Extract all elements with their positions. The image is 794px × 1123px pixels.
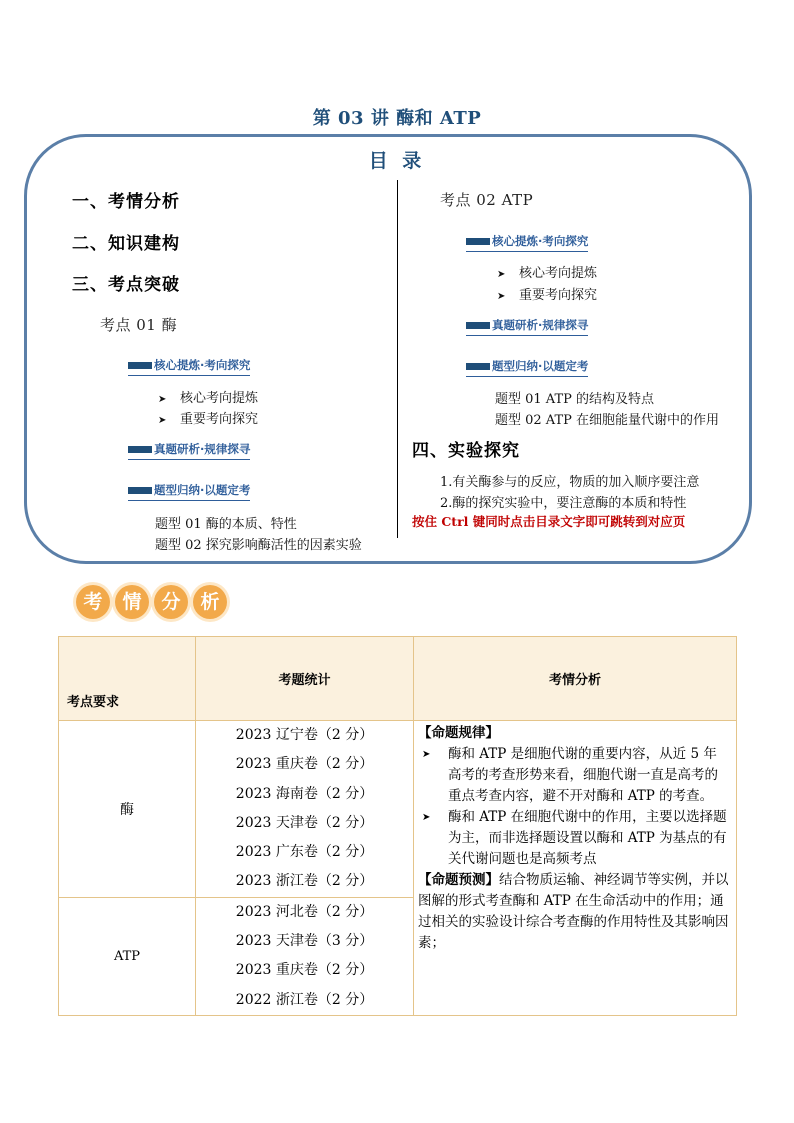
document-title: 第 03 讲 酶和 ATP <box>312 108 482 129</box>
predict-title: 【命题预测】 <box>418 872 499 888</box>
stat-line: 2023 河北卷（2 分） <box>235 903 374 920</box>
tag-bar-icon <box>466 238 490 245</box>
stat-line: 2023 广东卷（2 分） <box>235 844 374 861</box>
header-analysis: 考情分析 <box>414 637 737 721</box>
stat-line: 2023 浙江卷（2 分） <box>235 873 374 890</box>
arrow-bullet-icon: ➤ <box>497 291 506 302</box>
toc-kd1-question[interactable]: 题型 02 探究影响酶活性的因素实验 <box>155 538 362 553</box>
toc-kd1-tag-types[interactable]: 题型归纳·以题定考 <box>128 482 250 498</box>
toc-kd2-tag-core[interactable]: 核心提炼·考向探究 <box>466 233 588 249</box>
stat-line: 2023 海南卷（2 分） <box>235 785 374 802</box>
point-cell: 酶 <box>59 721 196 898</box>
toc-navigation-hint: 按住 Ctrl 键同时点击目录文字即可跳转到对应页 <box>412 514 686 529</box>
arrow-bullet-icon: ➤ <box>497 269 506 280</box>
toc-kd1-title[interactable]: 考点 01 酶 <box>100 316 178 334</box>
arrow-bullet-icon: ➤ <box>422 749 431 760</box>
law-point: ➤ 酶和 ATP 是细胞代谢的重要内容，从近 5 年高考的考查形势来看，细胞代谢一直是高考的重点考查内容，避不开对酶和 ATP 的考查。 <box>418 744 730 807</box>
toc-kd1-item[interactable]: ➤ 重要考向探究 <box>158 412 259 427</box>
header-point: 考点要求 <box>59 637 196 721</box>
law-title: 【命题规律】 <box>418 725 499 741</box>
toc-section-knowledge[interactable]: 二、知识建构 <box>72 234 180 254</box>
stat-line: 2023 辽宁卷（2 分） <box>235 727 374 743</box>
banner-char: 考 <box>76 585 110 619</box>
tag-bar-icon <box>128 487 152 494</box>
toc-kd2-item[interactable]: ➤ 重要考向探究 <box>497 288 598 303</box>
toc-kd2-tag-types[interactable]: 题型归纳·以题定考 <box>466 358 588 374</box>
predict-text: 结合物质运输、神经调节等实例，并以图解的形式考查酶和 ATP 在生命活动中的作用；通过相关的实验设计综合考查酶的作用特性及其影响因素； <box>418 872 729 951</box>
banner-char: 情 <box>115 585 149 619</box>
toc-divider <box>397 180 398 538</box>
toc-kd1-tag-core[interactable]: 核心提炼·考向探究 <box>128 357 250 373</box>
toc-kd2-title[interactable]: 考点 02 ATP <box>440 191 534 209</box>
toc-kd2-tag-exam[interactable]: 真题研析·规律探寻 <box>466 317 588 333</box>
arrow-bullet-icon: ➤ <box>158 394 167 405</box>
arrow-bullet-icon: ➤ <box>422 812 431 823</box>
analysis-cell <box>414 721 737 1016</box>
toc-section-analysis[interactable]: 一、考情分析 <box>72 192 180 212</box>
toc-exp-item[interactable]: 2.酶的探究实验中，要注意酶的本质和特性 <box>440 496 687 511</box>
table-row <box>59 721 737 898</box>
stats-cell <box>196 897 414 1015</box>
toc-heading: 目 录 <box>368 150 426 172</box>
toc-kd1-question[interactable]: 题型 01 酶的本质、特性 <box>155 517 297 532</box>
toc-kd1-tag-exam[interactable]: 真题研析·规律探寻 <box>128 441 250 457</box>
point-cell: ATP <box>59 897 196 1015</box>
table-header-row <box>59 637 737 721</box>
stat-line: 2022 浙江卷（2 分） <box>235 991 374 1008</box>
toc-kd2-question[interactable]: 题型 01 ATP 的结构及特点 <box>495 392 655 407</box>
header-stats: 考题统计 <box>196 637 414 721</box>
toc-exp-item[interactable]: 1.有关酶参与的反应，物质的加入顺序要注意 <box>440 475 700 490</box>
toc-kd1-item[interactable]: ➤ 核心考向提炼 <box>158 391 259 406</box>
stats-cell <box>196 721 414 898</box>
stat-line: 2023 重庆卷（2 分） <box>235 962 374 979</box>
stat-line: 2023 天津卷（3 分） <box>235 933 374 950</box>
stat-line: 2023 天津卷（2 分） <box>235 814 374 831</box>
arrow-bullet-icon: ➤ <box>158 415 167 426</box>
section-banner <box>76 585 227 619</box>
toc-kd2-item[interactable]: ➤ 核心考向提炼 <box>497 266 598 281</box>
tag-bar-icon <box>128 362 152 369</box>
tag-bar-icon <box>466 363 490 370</box>
tag-bar-icon <box>466 322 490 329</box>
stat-line: 2023 重庆卷（2 分） <box>235 756 374 773</box>
tag-bar-icon <box>128 446 152 453</box>
predict-paragraph <box>418 870 730 954</box>
banner-char: 析 <box>193 585 227 619</box>
exam-analysis-table <box>58 636 737 1016</box>
toc-section-breakthrough[interactable]: 三、考点突破 <box>72 275 180 295</box>
banner-char: 分 <box>154 585 188 619</box>
toc-section-experiment[interactable]: 四、实验探究 <box>412 441 520 461</box>
law-point: ➤ 酶和 ATP 在细胞代谢中的作用，主要以选择题为主，而非选择题设置以酶和 ATP 为基点的有关代谢问题也是高频考点 <box>418 807 730 870</box>
toc-kd2-question[interactable]: 题型 02 ATP 在细胞能量代谢中的作用 <box>495 413 720 428</box>
